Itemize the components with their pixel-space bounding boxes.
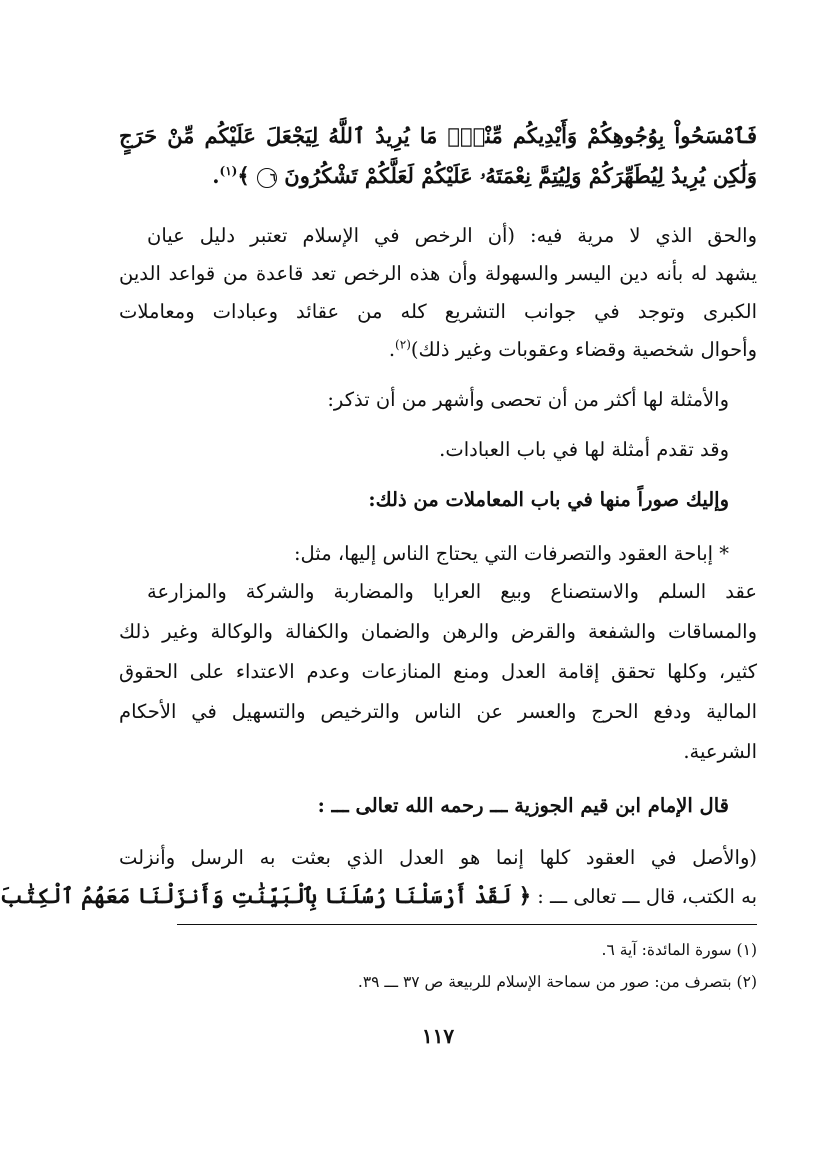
paragraph3-verse: ﴿ لَقَدْ أَرْسَلْنَا رُسُلَنَا بِٱلْبَيِّنَٰتِ وَأَنزَلْنَا مَعَهُمُ ٱلْكِتَٰبَ (0, 883, 532, 908)
verse-end: . (212, 163, 220, 188)
paragraph2-line-2 (119, 614, 757, 652)
footnote-2-text: (٢) بتصرف من: صور من سماحة الإسلام للربيعة ص ٣٧ ـــ ٣٩. (357, 973, 757, 991)
footnote-ref-1: (١) (219, 164, 238, 178)
paragraph1-line-2 (119, 256, 757, 294)
paragraph2-text-4: المالية ودفع الحرج والعسر عن الناس والترخيص والتسهيل في الأحكام (119, 700, 757, 723)
page-number: ١١٧ (421, 1024, 455, 1048)
quote-heading-text: قال الإمام ابن قيم الجوزية ـــ رحمه الله تعالى ـــ : (317, 794, 729, 817)
verse-close-bracket: ﴾ (237, 163, 250, 188)
examples-text: والأمثلة لها أكثر من أن تحصى وأشهر من أن تذكر: (327, 388, 729, 411)
section-heading-text: وإليك صوراً منها في باب المعاملات من ذلك: (368, 488, 729, 511)
footnote-ref-2: (٢) (395, 337, 411, 352)
footnote-divider (177, 924, 757, 925)
paragraph2-line-4 (119, 694, 757, 732)
verse-text-1: فَٱمْسَحُواْ بِوُجُوهِكُمْ وَأَيْدِيكُم مِّنْهُۚ مَا يُرِيدُ ٱللَّهُ لِيَجْعَلَ عَلَيْكُم مِّنْ حَرَجٍ (119, 123, 757, 148)
paragraph2-line-5 (119, 734, 757, 772)
examples-sentence (119, 382, 729, 420)
footnote-2 (119, 968, 757, 996)
paragraph3-text-1: (والأصل في العقود كلها إنما هو العدل الذي بعثت به الرسل وأنزلت (119, 846, 757, 869)
paragraph3-line-1 (119, 840, 757, 878)
paragraph1-text-2: يشهد له بأنه دين اليسر والسهولة وأن هذه الرخص تعد قاعدة من قواعد الدين (119, 262, 757, 285)
paragraph2-text-5: الشرعية. (683, 740, 757, 763)
paragraph1-text-3: الكبرى وتوجد في جوانب التشريع كله من عقائد وعبادات ومعاملات (119, 300, 757, 323)
bullet-sentence (119, 536, 729, 574)
paragraph1-text-1: والحق الذي لا مرية فيه: (أن الرخص في الإسلام تعتبر دليل عيان (147, 224, 757, 247)
paragraph1-line-1 (147, 218, 757, 256)
previous-sentence (119, 432, 729, 470)
paragraph2-line-1 (147, 574, 757, 612)
paragraph1-text-4: وأحوال شخصية وقضاء وعقوبات وغير ذلك) (410, 338, 757, 361)
paragraph3-line-2 (0, 878, 757, 916)
paragraph1-line-4 (119, 332, 757, 370)
footnote-1-text: (١) سورة المائدة: آية ٦. (601, 941, 757, 959)
paragraph2-text-1: عقد السلم والاستصناع وبيع العرايا والمضاربة والشركة والمزارعة (147, 580, 757, 603)
verse-line-1 (119, 118, 757, 156)
footnote-1 (119, 936, 757, 964)
quote-heading (119, 788, 729, 826)
paragraph2-text-3: كثير، وكلها تحقق إقامة العدل ومنع المنازعات وعدم الاعتداء على الحقوق (119, 660, 757, 683)
paragraph2-text-2: والمساقات والشفعة والقرض والرهن والضمان والكفالة والوكالة وغير ذلك (119, 620, 757, 643)
verse-line-2 (119, 158, 757, 196)
ayah-number-mark: ٦ (257, 168, 277, 188)
section-heading (119, 482, 729, 520)
paragraph2-line-3 (119, 654, 757, 692)
bullet-text: * إباحة العقود والتصرفات التي يحتاج الناس إليها، مثل: (293, 542, 729, 565)
paragraph1-end: . (388, 338, 396, 361)
book-page (0, 118, 757, 1078)
previous-text: وقد تقدم أمثلة لها في باب العبادات. (439, 438, 729, 461)
paragraph3-prefix: به الكتب، قال ـــ تعالى ـــ : (537, 885, 757, 908)
paragraph1-line-3 (119, 294, 757, 332)
verse-text-2: وَلَٰكِن يُرِيدُ لِيُطَهِّرَكُمْ وَلِيُتِمَّ نِعْمَتَهُۥ عَلَيْكُمْ لَعَلَّكُمْ تَشْكُرُونَ (284, 163, 757, 188)
